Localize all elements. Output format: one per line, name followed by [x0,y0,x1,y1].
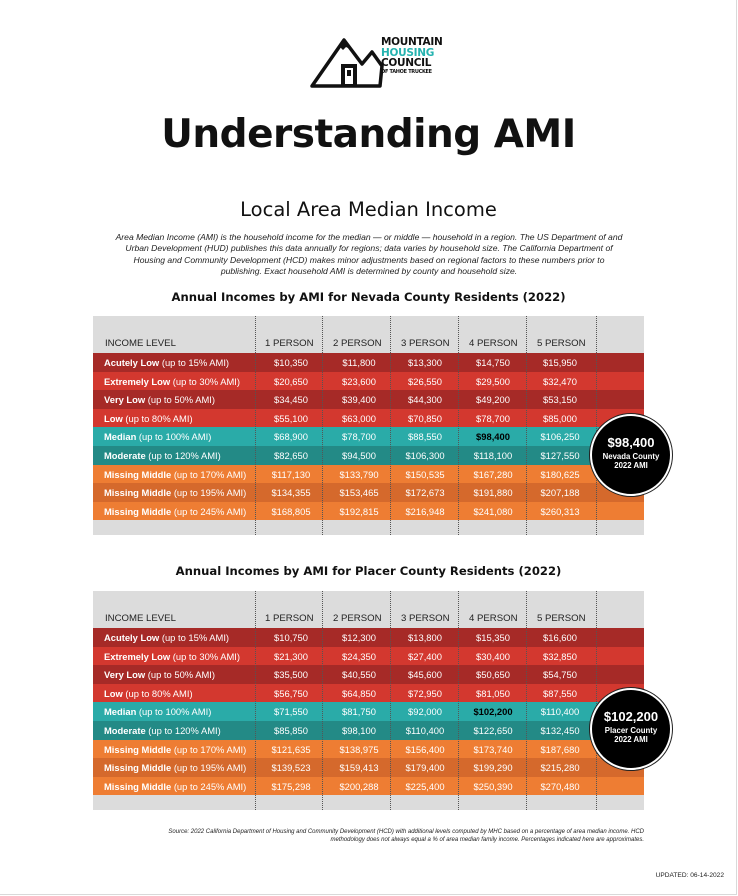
income-value-3-person: $225,400 [405,780,445,792]
column-divider [458,591,459,810]
income-level-name: Very Low [104,669,146,681]
income-value-2-person: $11,800 [342,357,376,368]
table-row [93,446,644,465]
table-row [93,427,644,446]
income-value-2-person: $64,850 [342,687,376,699]
income-value-1-person: $139,523 [271,762,311,774]
income-value-1-person: $121,635 [271,743,311,755]
income-value-4-person: $173,740 [473,743,513,755]
income-level-name: Low [104,412,123,424]
income-value-5-person: $15,950 [543,357,577,368]
income-value-5-person: $260,313 [540,505,580,517]
income-value-2-person: $98,100 [342,724,376,736]
income-value-2-person: $200,288 [339,780,379,792]
income-value-2-person: $78,700 [342,431,376,443]
income-level-name: Low [104,687,123,699]
income-level-name: Missing Middle [104,762,172,774]
logo-line-3: COUNCIL [381,57,432,69]
table-row [93,372,644,391]
income-value-2-person: $63,000 [342,412,376,424]
income-value-4-person: $122,650 [473,724,513,736]
income-level-name: Missing Middle [104,505,172,517]
income-value-5-person: $180,625 [540,468,580,480]
column-divider [526,591,527,810]
table-row [93,628,644,647]
income-level-label [104,469,246,480]
badge-label: 2022 AMI [614,461,648,471]
income-value-1-person: $55,100 [274,412,308,424]
income-value-4-person: $191,880 [473,487,513,499]
income-level-name: Acutely Low [104,357,160,368]
income-level-label [104,688,193,699]
income-value-3-person: $172,673 [405,487,445,499]
income-level-name: Extremely Low [104,650,171,662]
income-level-name: Acutely Low [104,632,160,643]
income-value-3-person: $156,400 [405,743,445,755]
income-value-2-person: $39,400 [342,394,376,406]
income-level-range: (up to 80% AMI) [125,687,193,699]
income-value-3-person: $88,550 [408,431,442,443]
column-divider [526,316,527,535]
table-row [93,665,644,684]
table-footer-band [93,520,644,535]
column-divider [596,316,597,535]
income-value-3-person: $70,850 [408,412,442,424]
income-value-3-person: $106,300 [405,449,445,461]
income-value-3-person: $216,948 [405,505,445,517]
income-value-4-person: $199,290 [473,762,513,774]
income-value-4-person: $50,650 [476,669,510,681]
logo-wordmark [381,37,442,75]
column-divider [322,591,323,810]
column-header-5-person: 5 PERSON [537,613,586,624]
income-value-5-person: $85,000 [543,412,577,424]
income-level-range: (up to 30% AMI) [172,650,240,662]
income-level-range: (up to 245% AMI) [173,505,247,517]
table-row [93,702,644,721]
badge-amount: $102,200 [603,709,659,724]
badge-county: Placer County [604,726,658,735]
income-level-label [104,376,240,387]
income-value-5-person: $32,850 [543,650,577,662]
placer-income-table [93,591,644,810]
income-level-range: (up to 120% AMI) [148,724,221,736]
column-header-income-level: INCOME LEVEL [105,338,176,349]
column-header-3-person: 3 PERSON [401,613,450,624]
column-header-1-person: 1 PERSON [265,338,314,349]
income-level-range: (up to 170% AMI) [173,468,247,480]
income-level-label [104,706,211,717]
placer-ami-badge [590,688,672,770]
income-value-2-person: $192,815 [339,505,379,517]
income-value-1-person: $71,550 [274,706,308,718]
income-level-range: (up to 30% AMI) [172,375,240,387]
income-level-range: (up to 80% AMI) [125,412,193,424]
column-header-1-person: 1 PERSON [265,613,314,624]
income-value-1-person: $117,130 [271,468,311,480]
income-value-5-person: $106,250 [540,431,580,443]
income-value-1-person: $20,650 [274,375,308,387]
table-row [93,465,644,484]
income-value-1-person: $68,900 [274,431,308,443]
income-value-2-person: $81,750 [342,706,376,718]
section-subtitle: Local Area Median Income [240,198,497,221]
table-row [93,758,644,777]
table-header [93,316,644,353]
income-value-1-person: $56,750 [274,687,308,699]
income-level-range: (up to 195% AMI) [173,487,247,499]
income-value-4-person: $118,100 [473,449,513,461]
column-divider [390,316,391,535]
income-level-range: (up to 100% AMI) [138,431,212,443]
income-level-name: Median [104,431,137,443]
income-value-1-person: $35,500 [274,669,308,681]
income-level-name: Missing Middle [104,468,172,480]
income-value-1-person: $85,850 [274,724,308,736]
nevada-income-table [93,316,644,535]
logo-line-1: MOUNTAIN [381,36,443,48]
income-level-label [104,725,221,736]
income-value-2-person: $153,465 [339,487,379,499]
income-value-5-person: $32,470 [543,375,577,387]
table-row [93,483,644,502]
income-value-4-person: $14,750 [476,357,510,368]
income-value-2-person: $94,500 [342,449,376,461]
logo-line-2: HOUSING [381,46,435,59]
income-value-1-person: $10,750 [274,632,308,643]
column-header-2-person: 2 PERSON [333,613,382,624]
table-row [93,353,644,372]
income-level-name: Moderate [104,724,146,736]
income-level-range: (up to 170% AMI) [173,743,247,755]
income-level-range: (up to 15% AMI) [161,357,230,368]
income-value-4-person: $102,200 [473,706,513,718]
income-value-3-person: $150,535 [405,468,445,480]
table-row [93,409,644,428]
income-level-label [104,762,246,773]
income-value-3-person: $45,600 [408,669,442,681]
income-value-4-person: $81,050 [476,687,510,699]
column-divider [390,591,391,810]
income-value-3-person: $179,400 [405,762,445,774]
income-level-label [104,413,193,424]
income-level-label [104,394,215,405]
income-level-range: (up to 50% AMI) [147,394,215,406]
income-level-range: (up to 100% AMI) [138,706,212,718]
income-value-3-person: $72,950 [408,687,442,699]
table-row [93,684,644,703]
column-divider [458,316,459,535]
income-value-3-person: $13,300 [408,357,442,368]
income-value-3-person: $110,400 [405,724,445,736]
income-level-label [104,744,246,755]
income-value-4-person: $98,400 [476,431,510,443]
income-value-5-person: $132,450 [540,724,580,736]
income-level-name: Missing Middle [104,487,172,499]
badge-amount: $98,400 [607,435,655,450]
income-value-2-person: $24,350 [342,650,376,662]
column-divider [255,591,256,810]
income-level-label [104,506,246,517]
income-level-name: Missing Middle [104,743,172,755]
income-level-name: Very Low [104,394,146,406]
income-level-label [104,669,215,680]
income-value-4-person: $241,080 [473,505,513,517]
income-value-3-person: $13,800 [408,632,442,643]
table-row [93,647,644,666]
income-level-name: Median [104,706,137,718]
table-row [93,390,644,409]
table-row [93,721,644,740]
income-value-5-person: $207,188 [540,487,580,499]
income-value-5-person: $270,480 [540,780,580,792]
income-value-5-person: $187,680 [540,743,580,755]
income-value-2-person: $138,975 [339,743,379,755]
source-note: Source: 2022 California Department of Housing and Community Development (HCD) with additional levels computed by MHC based on a percentage of area median income. HCD methodology does not always equal a % of area median family income. Percentages indicated here are approximates. [168,829,644,844]
income-level-range: (up to 15% AMI) [161,632,230,643]
income-value-3-person: $92,000 [408,706,442,718]
income-value-2-person: $159,413 [339,762,379,774]
income-level-label [104,651,240,662]
income-value-4-person: $167,280 [473,468,513,480]
income-value-4-person: $30,400 [476,650,510,662]
income-value-4-person: $250,390 [473,780,513,792]
income-value-2-person: $40,550 [342,669,376,681]
table-row [93,502,644,521]
column-divider [255,316,256,535]
column-header-5-person: 5 PERSON [537,338,586,349]
income-value-1-person: $10,350 [274,357,308,368]
income-value-4-person: $78,700 [476,412,510,424]
income-value-5-person: $54,750 [543,669,577,681]
income-value-5-person: $127,550 [540,449,580,461]
income-value-4-person: $15,350 [476,632,510,643]
income-level-name: Missing Middle [104,780,172,792]
income-value-2-person: $133,790 [339,468,379,480]
column-divider [596,591,597,810]
income-value-5-person: $87,550 [543,687,577,699]
income-level-label [104,357,229,368]
income-level-label [104,431,211,442]
income-value-2-person: $23,600 [342,375,376,387]
column-header-income-level: INCOME LEVEL [105,613,176,624]
income-value-3-person: $26,550 [408,375,442,387]
column-header-3-person: 3 PERSON [401,338,450,349]
income-level-label [104,632,229,643]
badge-county: Nevada County [602,452,660,461]
income-value-1-person: $134,355 [271,487,311,499]
column-header-4-person: 4 PERSON [469,338,518,349]
column-header-4-person: 4 PERSON [469,613,518,624]
table-row [93,777,644,796]
placer-table-title: Annual Incomes by AMI for Placer County Residents (2022) [175,564,562,578]
income-level-range: (up to 50% AMI) [147,669,215,681]
income-value-2-person: $12,300 [342,632,376,643]
income-value-1-person: $21,300 [274,650,308,662]
income-value-1-person: $82,650 [274,449,308,461]
income-value-3-person: $27,400 [408,650,442,662]
table-row [93,740,644,759]
income-value-5-person: $215,280 [540,762,580,774]
table-footer-band [93,795,644,810]
logo-line-4: OF TAHOE TRUCKEE [381,68,432,75]
column-divider [322,316,323,535]
column-header-2-person: 2 PERSON [333,338,382,349]
income-value-4-person: $29,500 [476,375,510,387]
income-level-name: Extremely Low [104,375,171,387]
income-level-name: Moderate [104,449,146,461]
income-value-3-person: $44,300 [408,394,442,406]
page-title: Understanding AMI [161,112,576,157]
income-value-1-person: $34,450 [274,394,308,406]
updated-date: UPDATED: 06-14-2022 [655,872,724,879]
income-value-1-person: $175,298 [271,780,311,792]
income-level-label [104,487,246,498]
nevada-ami-badge [590,414,672,496]
income-value-1-person: $168,805 [271,505,311,517]
income-value-5-person: $110,400 [540,706,580,718]
income-level-label [104,450,221,461]
table-header [93,591,644,628]
income-level-range: (up to 245% AMI) [173,780,247,792]
income-level-label [104,781,246,792]
intro-paragraph: Area Median Income (AMI) is the household income for the median — or middle — household in a region. The US Department of and Urban Development (HUD) publishes this data annually for regions; data varies by household size. The California Department of Housing and Community Development (HCD) makes minor adjustments based on regional factors to these numbers prior to publishing. Exact household AMI is determined by county and household size. [115,232,623,277]
badge-label: 2022 AMI [614,735,648,745]
income-level-range: (up to 195% AMI) [173,762,247,774]
income-level-range: (up to 120% AMI) [148,449,221,461]
income-value-4-person: $49,200 [476,394,510,406]
income-value-5-person: $16,600 [543,632,577,643]
income-value-5-person: $53,150 [543,394,577,406]
nevada-table-title: Annual Incomes by AMI for Nevada County Residents (2022) [171,290,566,304]
